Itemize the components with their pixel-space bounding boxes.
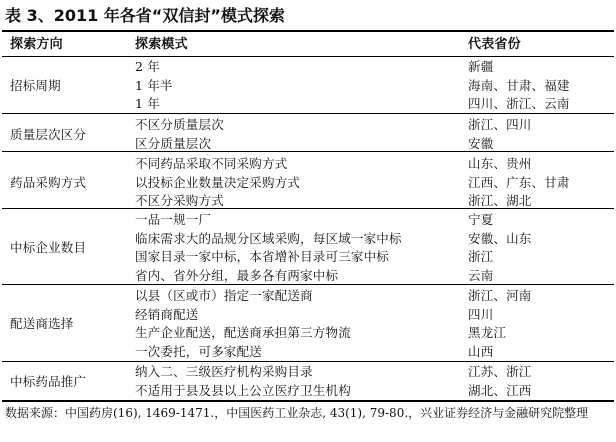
- row-provinces: 海南、甘肃、福建: [468, 77, 570, 93]
- header-mode: 探索模式: [135, 37, 188, 52]
- row-mode: 一次委托，可多家配送: [135, 344, 263, 360]
- group-separator: [2, 208, 614, 209]
- row-mode: 以县（区或市）指定一家配送商: [135, 288, 313, 303]
- row-provinces: 浙江、湖北: [468, 193, 532, 209]
- header-rule: [2, 56, 614, 57]
- group-separator: [2, 151, 614, 152]
- row-provinces: 山西: [468, 344, 494, 360]
- row-mode: 不区分质量层次: [135, 117, 224, 132]
- group-direction: 质量层次区分: [10, 126, 87, 142]
- row-mode: 纳入二、三级医疗机构采购目录: [135, 364, 313, 379]
- row-mode: 1 年: [135, 96, 161, 112]
- group-separator: [2, 284, 614, 285]
- row-provinces: 云南: [468, 268, 494, 284]
- row-provinces: 浙江: [468, 249, 494, 265]
- data-source-note: 数据来源：中国药房(16), 1469-1471.，中国医药工业杂志, 43(1), 79-80.，兴业证券经济与金融研究院整理: [5, 406, 589, 420]
- row-provinces: 新疆: [468, 59, 494, 74]
- row-mode: 1 年半: [135, 77, 173, 93]
- row-provinces: 湖北、江西: [468, 382, 532, 398]
- row-provinces: 江苏、浙江: [468, 364, 532, 379]
- group-direction: 招标周期: [10, 78, 61, 94]
- row-mode: 区分质量层次: [135, 135, 212, 151]
- row-mode: 不适用于县及县以上公立医疗卫生机构: [135, 382, 351, 398]
- table-title: 表 3、2011 年各省“双信封”模式探索: [5, 6, 285, 25]
- row-mode: 2 年: [135, 59, 161, 74]
- row-provinces: 浙江、四川: [468, 117, 532, 132]
- row-provinces: 安徽、山东: [468, 230, 532, 246]
- row-provinces: 江西、广东、甘肃: [468, 174, 570, 190]
- group-separator: [2, 113, 614, 114]
- row-mode: 国家目录一家中标，本省增补目录可三家中标: [135, 249, 390, 265]
- group-direction: 配送商选择: [10, 316, 74, 332]
- row-mode: 不同药品采取不同采购方式: [135, 156, 288, 171]
- row-mode: 临床需求大的品规分区域采购，每区域一家中标: [135, 230, 402, 246]
- row-provinces: 宁夏: [468, 212, 494, 227]
- row-mode: 以投标企业数量决定采购方式: [135, 174, 301, 190]
- row-mode: 生产企业配送，配送商承担第三方物流: [135, 325, 351, 341]
- header-provinces: 代表省份: [468, 37, 521, 52]
- row-provinces: 黑龙江: [468, 325, 507, 341]
- header-direction: 探索方向: [10, 37, 63, 52]
- table-bottom-rule: [2, 400, 614, 402]
- row-provinces: 浙江、河南: [468, 288, 532, 303]
- row-mode: 不区分采购方式: [135, 193, 224, 209]
- group-direction: 中标企业数目: [10, 240, 87, 256]
- group-separator: [2, 361, 614, 362]
- row-provinces: 四川、浙江、云南: [468, 96, 570, 112]
- group-direction: 中标药品推广: [10, 373, 87, 389]
- row-mode: 省内、省外分组，最多各有两家中标: [135, 268, 339, 284]
- row-provinces: 山东、贵州: [468, 156, 532, 171]
- row-mode: 经销商配送: [135, 306, 199, 322]
- row-mode: 一品一规一厂: [135, 212, 212, 227]
- row-provinces: 安徽: [468, 135, 494, 151]
- row-provinces: 四川: [468, 306, 494, 322]
- table-top-rule: [2, 30, 614, 32]
- group-direction: 药品采购方式: [10, 175, 87, 191]
